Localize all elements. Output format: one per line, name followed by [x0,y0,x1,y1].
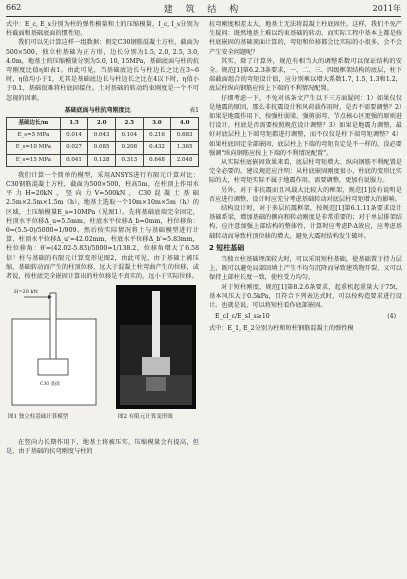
paragraph: 从实际柱底嵌固效果来看，底层柱弯矩增大、纵向钢筋不利配置是完全必要的。建议规范应注明：从柱底嵌固刚度很小，柱底的变形比实际的大，柱弯矩实际不属于地震作用，需要调整，更加有说服力。 [209,159,402,185]
paragraph: 我们可以先计算这样一组数据：假定C30钢筋混凝土方柱，截面为500×500，独立柱基础为正方形，边长分别为1.5, 2.0, 2.5, 3.0, 4.0m，地基土的压缩模量分别为5.0, 10, 15MPa，基础底面与柱的抗弯刚度比值η如表1。由此可见，当基础底边长与柱边长之比在3~6时，η值均小于1，尤其是基础底边长与柱边长之比在4以下时，η值小于0.1，基础很难将柱底固接住。土对基础的转动约束刚度是一个不可忽视的因素。 [6,39,200,102]
table-cell: 0.085 [88,142,116,154]
paragraph: 结构设计时，对于多层抗震框架，按规范[1]第6.1.11条要求设计基础系梁，增加基础的侧向和转动刚度是非常重要的；对于单层排架结构，应注意加强上部结构的整体性，计算时应考虑P-Δ效应，应考虑基础转动而导致柱顶位移的增大，避免大震时结构发生破坏。 [209,205,402,240]
fe-deformation-figure [116,285,196,409]
figure1-caption: 图1 独立柱基础计算模型 [8,414,69,421]
header-rule [6,16,401,17]
equation-4 [209,312,402,321]
figures-row [6,285,199,435]
issue-year: 2011年 [372,4,401,13]
table-header-cell: 2.5 [116,118,144,130]
paragraph: 抗弯刚度相差太大，地基土无法将混凝土柱底固住。这样，我们不免产生疑问：既然地基土难以约束基础的转动，而实际工程中基本上都是按柱底嵌固的基础顶面计算的，弯矩和位移都会比实际的小很多，会不会产生安全问题呢？ [209,21,402,56]
table-cell: 0.043 [88,130,116,142]
equation-number: (4) [387,313,396,321]
table-cell: 0.216 [143,130,171,142]
table-cell: 0.041 [60,154,88,166]
journal-title: 建 筑 结 构 [163,5,244,15]
table-header-cell: 基础边长/m [7,118,61,130]
paragraph: 仔细考虑一下，不免对该条文产生以下三方面疑问：1）如果仅仅是地震的原因，那么非抗震设计和风荷载作用时，是否不需要调整？2）如果是地震作用下，按强柱弱梁、强剪弱弯、节点核心区更强的原则进行设计，柱底是否需要按照规范设计调整？3）如果是地震力调整，最好对底层柱上下端弯矩都进行调整，而不仅仅是柱下端弯矩调整？4）如果柱底固定全部嵌固，底层柱上下端的弯矩肯定是不一样的，没必要强调"纵向钢筋应按上下端的不利情况配置"。 [209,94,402,157]
table-cell: 0.432 [143,142,171,154]
table-header-cell: 3.0 [143,118,171,130]
fe-model-figure [10,285,98,409]
table-header-cell: 4.0 [171,118,199,130]
table-header-row [7,118,199,130]
paragraph: 在竖向力长期作用下，地基土将被压实，压缩模量会有提高，但是，由于基础的抗弯刚度与柱的 [6,439,199,456]
table-cell: 1.365 [171,142,199,154]
paragraph: 其实，除了计算外，规范有相当大的调整系数可以保证结构的安全。规范[1]第6.2.3条要求，一、二、三、四级框架结构的底层，柱下端截面组合的弯矩设计值，应分别乘以增大系数1.7, 1.5, 1.3和1.2，底层柱纵向钢筋应按上下端的不利情况配置。 [209,57,402,93]
page-number: 662 [6,3,22,12]
page-header [6,3,401,15]
paragraph: 另外，对于非抗震而且风载大比较大的框架，规范[1]没有说明是否应进行调整，设计时应充分考虑基础转动对底层柱弯矩增大的影响。 [209,186,402,203]
table-cell: 0.313 [116,154,144,166]
table-row [7,154,199,166]
table-cell: 0.104 [116,130,144,142]
left-column [6,20,199,457]
paragraph: 我们计算一个简单的模型，采用ANSYS进行有限元计算对比：C30钢筋混凝土方柱，截面为500×500，柱高5m，在柱顶上作用水平力H=20kN，竖向力V=500kN，C30混凝土基础2.5m×2.5m×1.5m（h），地基土选取一个10m×10m×5m（h）的区域，土压缩模量E_s=10MPa（见图1）。先将基础底端完全固定，柱顶水平位移Δ_u=5.5mm，柱底水平位移Δ_b=0mm，柱位移角：θ=(5.5-0)/5000=1/909。然后按实际情况将土与基础模型进行计算，柱顶水平位移Δ_u'=42.02mm，柱底水平位移Δ_b'=5.83mm，柱位移角：θ'=(42.02-5.83)/5000=1/138.2，位移角增大了6.58倍！柱与基础的有限元计算变形见图2，由此可见，由于基础土被压缩，基础转动而产生的柱顶位移，远大于混凝土柱弯曲产生的位移，或者说，按柱底完全嵌固计算出的柱位移是不真实的，远小于实际位移。 [6,171,199,281]
table-cell: E_s=10 MPa [7,142,61,154]
table-cell: E_s=15 MPa [7,154,61,166]
table-cell: E_s=5 MPa [7,130,61,142]
paragraph: 式中：E_c, E_s分别为柱的弹性模量和土的压缩模量，I_c, I_s分别为柱截面和基础底面的惯性矩。 [6,21,199,38]
paragraph: 对于短柱刚度，规范[1]第8.2.6条要求，起重机起重量大于75t，基本风压大于0.5kPa，且符合下列表达式时，可以按构造要求进行设计。也就是说，可以将短柱看作底部嵌固。 [209,283,402,310]
table-cell: 0.683 [171,130,199,142]
table-cell: 0.208 [116,142,144,154]
paragraph: 式中：E_1, E_2分别为柱和短柱钢筋混凝土的弹性模 [209,324,354,332]
table-cell: 2.048 [171,154,199,166]
table-cell: 0.014 [60,130,88,142]
table-row [7,142,199,154]
equation-formula: E_cI_c/E_sI_s≥10 [215,313,270,321]
table-header-cell: 1.5 [60,118,88,130]
table-header-cell: 2.0 [88,118,116,130]
paragraph: 当独立柱基础埋深较大时，可以采用短柱基础，使基础置于持力层上，既可以避免局部回填土产生不均匀沉降而导致建筑物开裂，又可以保持上部柱长度一致，使柱受力均匀。 [209,256,402,282]
table-caption [6,106,199,115]
load-label: H=20 kN [14,289,38,296]
stiffness-ratio-table [6,117,199,167]
table-number: 表1 [189,106,199,114]
section-heading: 2 短柱基础 [209,243,245,252]
right-column [209,20,402,333]
foundation-label: C30 基础 [40,382,60,388]
figure2-caption: 图2 有限元计算变形图 [118,414,173,421]
table-cell: 0.128 [88,154,116,166]
table-cell: 0.648 [143,154,171,166]
table-row [7,130,199,142]
table-title: 基础底面与柱抗弯刚度比 [64,106,131,114]
table-cell: 0.027 [60,142,88,154]
